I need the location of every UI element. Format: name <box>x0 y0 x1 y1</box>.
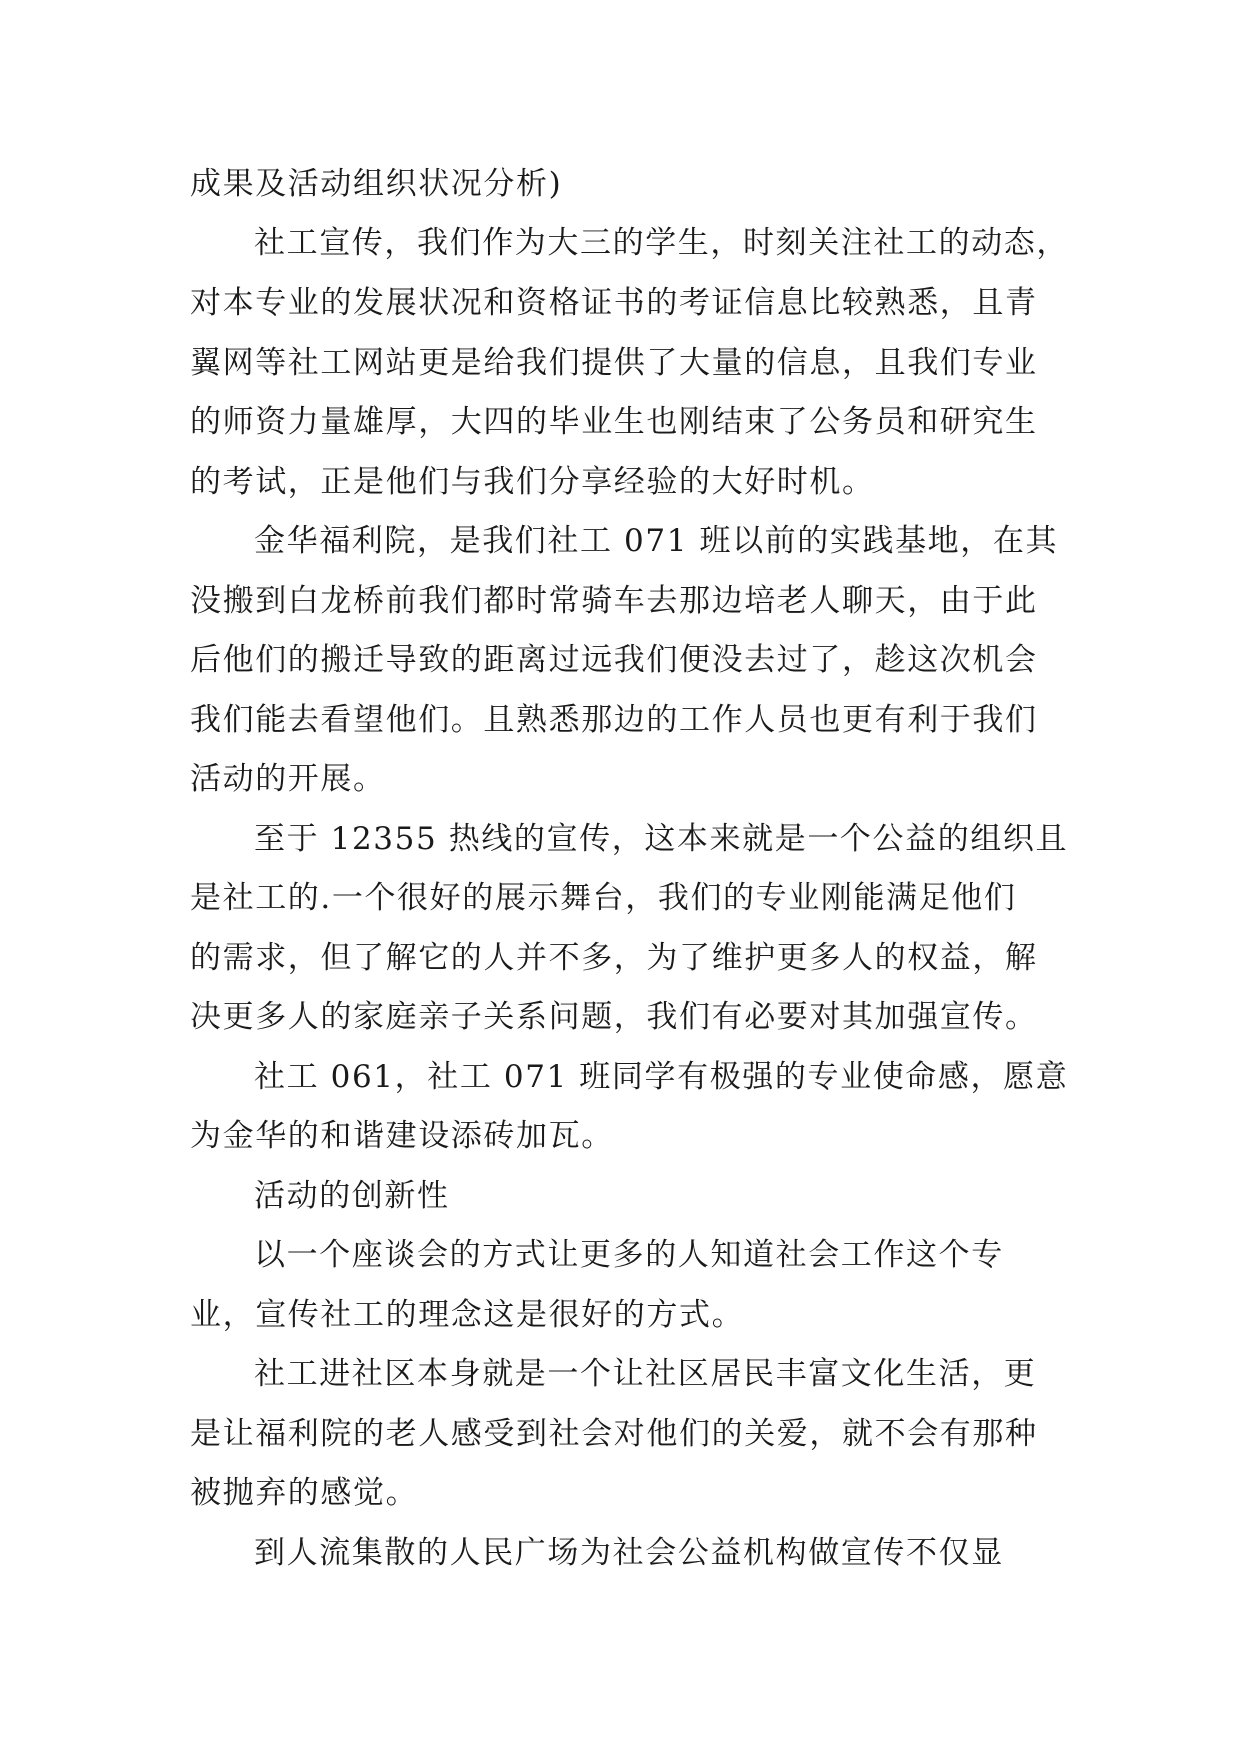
text-line: 翼网等社工网站更是给我们提供了大量的信息，且我们专业 <box>190 345 1038 381</box>
text-line: 决更多人的家庭亲子关系问题，我们有必要对其加强宣传。 <box>190 999 1038 1035</box>
text-line: 活动的开展。 <box>190 761 386 797</box>
text-line: 是让福利院的老人感受到社会对他们的关爱，就不会有那种 <box>190 1416 1038 1452</box>
paragraph-start: 到人流集散的人民广场为社会公益机构做宣传不仅显 <box>254 1535 1004 1571</box>
text-line: 后他们的搬迁导致的距离过远我们便没去过了，趁这次机会 <box>190 642 1038 678</box>
text-line: 没搬到白龙桥前我们都时常骑车去那边培老人聊天，由于此 <box>190 583 1038 619</box>
text-line: 的考试，正是他们与我们分享经验的大好时机。 <box>190 464 875 500</box>
paragraph-start: 以一个座谈会的方式让更多的人知道社会工作这个专 <box>254 1237 1004 1273</box>
paragraph-start: 社工 061，社工 071 班同学有极强的专业使命感，愿意 <box>254 1059 1069 1095</box>
text-line: 业，宣传社工的理念这是很好的方式。 <box>190 1297 745 1333</box>
text-line: 是社工的.一个很好的展示舞台，我们的专业刚能满足他们 <box>190 880 1017 916</box>
paragraph-start: 金华福利院，是我们社工 071 班以前的实践基地，在其 <box>254 523 1059 559</box>
text-line: 对本专业的发展状况和资格证书的考证信息比较熟悉，且青 <box>190 285 1038 321</box>
paragraph-start: 社工宣传，我们作为大三的学生，时刻关注社工的动态， <box>254 225 1069 261</box>
text-line: 为金华的和谐建设添砖加瓦。 <box>190 1118 614 1154</box>
paragraph-start: 社工进社区本身就是一个让社区居民丰富文化生活，更 <box>254 1356 1037 1392</box>
text-line: 成果及活动组织状况分析) <box>190 166 563 202</box>
text-line: 的需求，但了解它的人并不多，为了维护更多人的权益，解 <box>190 940 1038 976</box>
text-line: 被抛弃的感觉。 <box>190 1475 419 1511</box>
text-line: 的师资力量雄厚，大四的毕业生也刚结束了公务员和研究生 <box>190 404 1038 440</box>
paragraph-start: 至于 12355 热线的宣传，这本来就是一个公益的组织且 <box>254 821 1069 857</box>
text-line: 我们能去看望他们。且熟悉那边的工作人员也更有利于我们 <box>190 702 1038 738</box>
section-heading: 活动的创新性 <box>254 1178 450 1214</box>
